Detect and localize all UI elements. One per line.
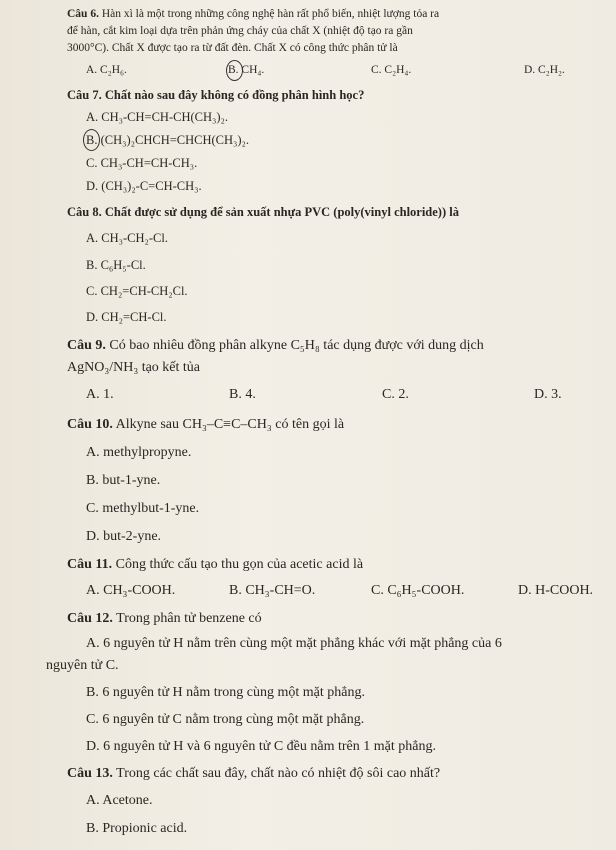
q12-option-d: D. 6 nguyên tử H và 6 nguyên tử C đều nằm trên 1 mặt phẳng. [86, 739, 436, 754]
q7-option-a: A. CH₃-CH=CH-CH(CH₃)₂. [86, 110, 228, 124]
q7-line [67, 89, 364, 102]
q7-option-c: C. CH₃-CH=CH-CH₃. [86, 156, 198, 170]
q6-text-1: Hàn xì là một trong những công nghệ hàn rất phổ biến, nhiệt lượng tỏa ra [101, 8, 440, 20]
q8-option-d: D. CH₂=CH-Cl. [86, 310, 167, 324]
q6-option-c: C. C₂H₄. [371, 64, 412, 76]
q13-label: Câu 13. [67, 766, 113, 781]
q13-line [67, 767, 440, 781]
q6-line-1 [67, 9, 439, 21]
q12-line [67, 612, 262, 626]
q9-option-b: B. 4. [229, 387, 256, 402]
q12-option-b: B. 6 nguyên tử H nằm trong cùng một mặt phẳng. [86, 685, 365, 700]
q7-text: Chất nào sau đây không có đồng phân hình học? [104, 88, 365, 102]
q9-text-1: Có bao nhiêu đồng phân alkyne C₅H₈ tác dụng được với dung dịch [109, 338, 484, 353]
q8-text: Chất được sử dụng để sản xuất nhựa PVC (poly(vinyl chloride)) là [104, 205, 459, 219]
q10-option-a: A. methylpropyne. [86, 445, 192, 460]
q8-option-c: C. CH₂=CH-CH₂Cl. [86, 284, 188, 298]
q13-text: Trong các chất sau đây, chất nào có nhiệt độ sôi cao nhất? [116, 766, 441, 781]
q9-line-1 [67, 339, 484, 353]
q13-option-a: A. Acetone. [86, 793, 153, 808]
q7-label: Câu 7. [67, 88, 102, 102]
q9-option-a: A. 1. [86, 387, 114, 402]
q6-option-a: A. C₂H₆. [86, 64, 127, 76]
q11-label: Câu 11. [67, 557, 113, 572]
q12-option-a-line-2: nguyên tử C. [46, 658, 119, 673]
q9-line-2: AgNO₃/NH₃ tạo kết tủa [67, 360, 201, 375]
q9-option-d: D. 3. [534, 387, 562, 402]
q8-label: Câu 8. [67, 205, 102, 219]
q6-label: Câu 6. [67, 8, 99, 20]
q9-label: Câu 9. [67, 338, 106, 353]
q11-option-d: D. H-COOH. [518, 583, 594, 598]
q12-label: Câu 12. [67, 611, 113, 626]
q12-text: Trong phân tử benzene có [116, 611, 262, 626]
q8-option-b: B. C₆H₅-Cl. [86, 258, 146, 272]
q10-option-b: B. but-1-yne. [86, 473, 161, 488]
q11-text: Công thức cấu tạo thu gọn của acetic acid là [115, 557, 364, 572]
q6-line-2: để hàn, cắt kim loại dựa trên phản ứng cháy của chất X (nhiệt độ tạo ra gần [67, 25, 413, 37]
q11-option-a: A. CH₃-COOH. [86, 583, 176, 598]
q6-line-3: 3000°C). Chất X được tạo ra từ đất đèn. Chất X có công thức phân tử là [67, 42, 398, 54]
q10-option-c: C. methylbut-1-yne. [86, 501, 200, 516]
q9-option-c: C. 2. [382, 387, 409, 402]
q10-line [67, 418, 344, 432]
q11-option-c: C. C₆H₅-COOH. [371, 583, 465, 598]
q12-option-c: C. 6 nguyên tử C nằm trong cùng một mặt phẳng. [86, 712, 365, 727]
q6-option-b: B. CH₄. [228, 64, 265, 76]
q11-option-b: B. CH₃-CH=O. [229, 583, 316, 598]
q10-option-d: D. but-2-yne. [86, 529, 162, 544]
q6-selected-mark [226, 60, 243, 81]
q8-option-a: A. CH₃-CH₂-Cl. [86, 231, 168, 245]
q11-line [67, 558, 363, 572]
q10-text: Alkyne sau CH₃–C≡C–CH₃ có tên gọi là [115, 417, 345, 432]
q8-line [67, 206, 459, 219]
q7-selected-mark [83, 129, 100, 151]
q6-option-d: D. C₂H₂. [524, 64, 565, 76]
q13-option-b: B. Propionic acid. [86, 821, 188, 836]
q12-option-a-line-1: A. 6 nguyên tử H nằm trên cùng một mặt phẳng khác với mặt phẳng của 6 [86, 636, 502, 651]
q7-option-b: B. (CH₃)₂CHCH=CHCH(CH₃)₂. [86, 133, 250, 147]
q7-option-d: D. (CH₃)₂-C=CH-CH₃. [86, 179, 202, 193]
q10-label: Câu 10. [67, 417, 113, 432]
